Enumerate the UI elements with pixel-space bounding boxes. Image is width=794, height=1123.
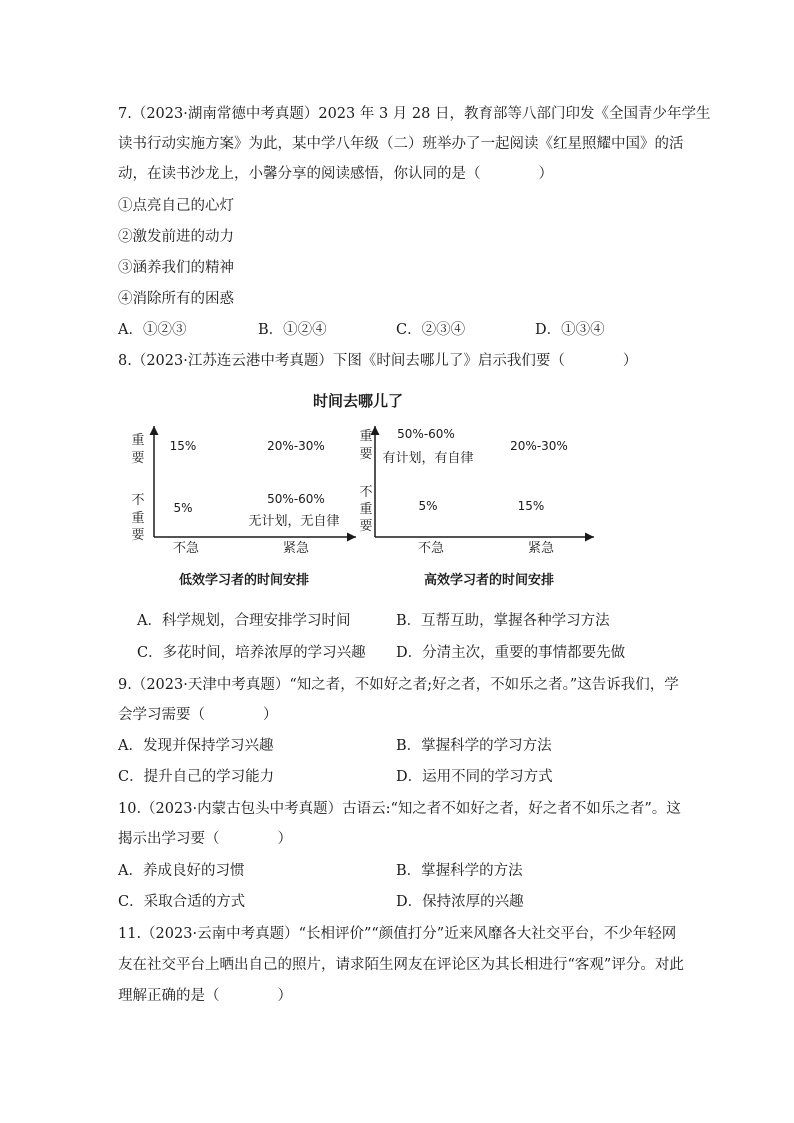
q9-stem-line-2: 会学习需要（ ） [118, 707, 278, 723]
left-y-bottom-label-3: 要 [131, 528, 145, 543]
left-y-top-label-2: 要 [131, 451, 145, 466]
right-cell-not-important-urgent: 15% [517, 499, 545, 513]
time-chart [110, 382, 610, 600]
left-cell-not-important-urgent: 50%-60% [267, 492, 325, 506]
q9-stem-line-1: 9.（2023·天津中考真题）“知之者，不如好之者;好之者，不如乐之者。”这告诉我们，学 [118, 677, 679, 693]
q10-stem-line-2: 揭示出学习要（ ） [118, 831, 292, 847]
right-x-left-label: 不急 [417, 541, 445, 556]
q7-option-d[interactable]: D．①③④ [535, 322, 605, 338]
q10-option-d[interactable]: D．保持浓厚的兴趣 [396, 894, 524, 910]
left-x-left-label: 不急 [172, 541, 200, 556]
q7-option-a[interactable]: A．①②③ [118, 322, 187, 338]
left-cell-important-urgent: 20%-30% [267, 439, 325, 453]
right-cell-important-not-urgent: 50%-60% [397, 427, 455, 441]
q7-option-b[interactable]: B．①②④ [258, 322, 327, 338]
q11-stem-line-2: 友在社交平台上晒出自己的照片，请求陌生网友在评论区为其长相进行“客观”评分。对此 [118, 957, 684, 973]
chart-title: 时间去哪儿了 [312, 392, 404, 410]
q10-option-b[interactable]: B．掌握科学的方法 [396, 863, 523, 879]
q9-option-b[interactable]: B．掌握科学的学习方法 [396, 738, 552, 754]
right-y-top-label-1: 重 [359, 429, 373, 444]
right-y-bottom-label-2: 重 [359, 502, 373, 517]
q7-item-2: ②激发前进的动力 [118, 229, 234, 245]
q8-option-c[interactable]: C．多花时间，培养浓厚的学习兴趣 [137, 645, 366, 661]
left-x-right-label: 紧急 [282, 541, 310, 556]
q7-item-4: ④消除所有的困惑 [118, 291, 234, 307]
q10-option-a[interactable]: A．养成良好的习惯 [118, 863, 245, 879]
right-x-right-label: 紧急 [527, 541, 555, 556]
left-caption: 低效学习者的时间安排 [178, 573, 310, 588]
q8-option-a[interactable]: A．科学规划，合理安排学习时间 [137, 613, 351, 629]
q7-item-3: ③涵养我们的精神 [118, 260, 234, 276]
right-y-top-label-2: 要 [359, 447, 373, 462]
right-y-bottom-label-3: 要 [359, 519, 373, 534]
q10-option-c[interactable]: C．采取合适的方式 [118, 894, 246, 910]
left-y-bottom-label-1: 不 [131, 493, 145, 508]
q7-option-c[interactable]: C．②③④ [396, 322, 466, 338]
q7-stem-line-3: 动，在读书沙龙上，小馨分享的阅读感悟，你认同的是（ ） [118, 166, 553, 182]
right-caption: 高效学习者的时间安排 [423, 573, 555, 588]
left-cell-not-important-not-urgent: 5% [173, 501, 193, 515]
right-cell-not-important-not-urgent: 5% [418, 499, 438, 513]
q7-stem-line-2: 读书行动实施方案》为此，某中学八年级（二）班举办了一起阅读《红星照耀中国》的活 [118, 136, 684, 152]
q7-stem-line-1: 7.（2023·湖南常德中考真题）2023 年 3 月 28 日，教育部等八部门印发《全国青少年学生 [118, 106, 711, 122]
q9-option-c[interactable]: C．提升自己的学习能力 [118, 769, 275, 785]
q9-option-a[interactable]: A．发现并保持学习兴趣 [118, 738, 274, 754]
q11-stem-line-3: 理解正确的是（ ） [118, 988, 292, 1004]
q8-option-d[interactable]: D．分清主次，重要的事情都要先做 [396, 645, 626, 661]
right-cell-note: 有计划，有自律 [382, 451, 474, 466]
right-cell-important-urgent: 20%-30% [510, 439, 568, 453]
q7-item-1: ①点亮自己的心灯 [118, 198, 234, 214]
right-y-bottom-label-1: 不 [359, 485, 373, 500]
left-y-bottom-label-2: 重 [131, 511, 145, 526]
q11-stem-line-1: 11.（2023·云南中考真题）“长相评价”“颜值打分”近来风靡各大社交平台，不少年轻网 [118, 926, 677, 942]
q9-option-d[interactable]: D．运用不同的学习方式 [396, 769, 553, 785]
left-cell-important-not-urgent: 15% [169, 439, 197, 453]
left-y-top-label-1: 重 [131, 433, 145, 448]
q8-option-b[interactable]: B．互帮互助，掌握各种学习方法 [396, 613, 610, 629]
q8-stem: 8.（2023·江苏连云港中考真题）下图《时间去哪儿了》启示我们要（ ） [118, 353, 638, 369]
left-cell-note: 无计划，无自律 [248, 514, 340, 529]
q10-stem-line-1: 10.（2023·内蒙古包头中考真题）古语云:“知之者不如好之者，好之者不如乐之者”。这 [118, 801, 681, 817]
